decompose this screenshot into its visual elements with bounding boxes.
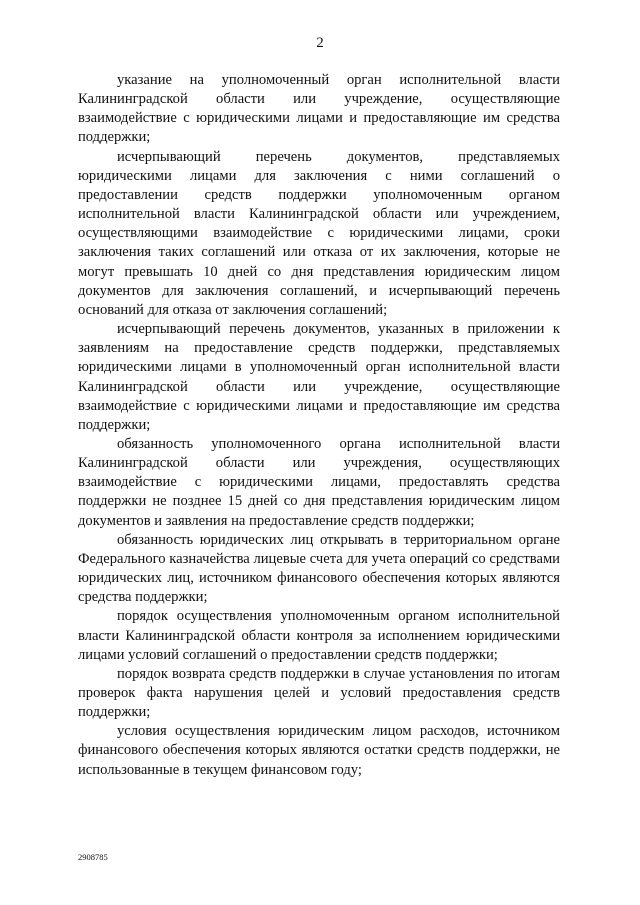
paragraph-documents-for-agreements: исчерпывающий перечень документов, представляемых юридическими лицами для заключения с ними соглашений о предоставлении средств поддержки уполномоченным органом исполнительной власти Калининградской области или учреждением, осуществляющими взаимодействие с юридическими лицами, сроки заключения таких соглашений или отказа от их заключения, которые не могут превышать 10 дней со дня представления юридическим лицом документов для заключения соглашений, и исчерпывающий перечень оснований для отказа от заключения соглашений; [78, 148, 560, 318]
paragraph-authorized-body: указание на уполномоченный орган исполнительной власти Калининградской области или учреждение, осуществляющие взаимодействие с юридическими лицами и предоставляющие им средства поддержки; [78, 72, 560, 146]
paragraph-control-procedure: порядок осуществления уполномоченным органом исполнительной власти Калининградской области контроля за исполнением юридическими лицами условий соглашений о предоставлении средств поддержки; [78, 608, 560, 663]
paragraph-obligation-to-open-accounts: обязанность юридических лиц открывать в территориальном органе Федерального казначейства лицевые счета для учета операций со средствами юридических лиц, источником финансового обеспечения которых являются средства поддержки; [78, 531, 560, 606]
page-number: 2 [316, 35, 324, 51]
paragraph-obligation-to-provide-funds: обязанность уполномоченного органа исполнительной власти Калининградской области или учреждения, осуществляющих взаимодействие с юридическими лицами, предоставлять средства поддержки не позднее 15 дней со дня представления юридическим лицом документов и заявления на предоставление средств поддержки; [78, 435, 560, 529]
paragraph-remaining-funds-conditions: условия осуществления юридическим лицом расходов, источником финансового обеспечения которых являются остатки средств поддержки, не использованные в текущем финансовом году; [78, 723, 560, 778]
paragraph-documents-for-applications: исчерпывающий перечень документов, указанных в приложении к заявлениям на предоставление средств поддержки, представляемых юридическими лицами в уполномоченный орган исполнительной власти Калининградской области или учреждение, осуществляющие взаимодействие с юридическими лицами и предоставляющие им средства поддержки; [78, 321, 560, 433]
document-code: 2908785 [78, 852, 108, 862]
paragraph-refund-procedure: порядок возврата средств поддержки в случае установления по итогам проверок факта нарушения целей и условий предоставления средств поддержки; [78, 665, 560, 721]
document-body [78, 71, 560, 780]
